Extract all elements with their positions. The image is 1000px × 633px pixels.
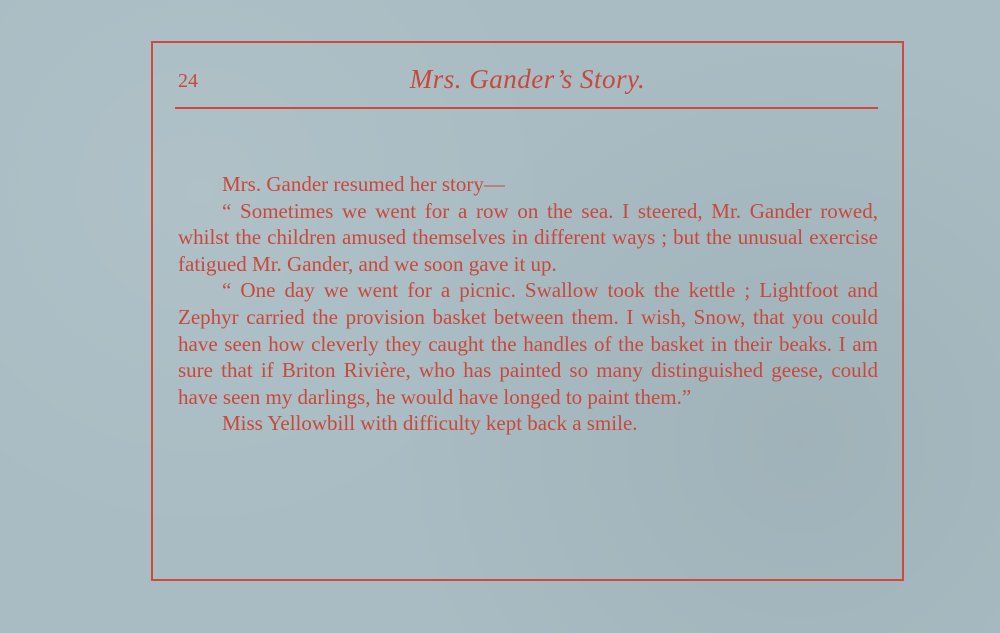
page-number: 24 <box>178 70 198 92</box>
header-rule <box>175 107 878 109</box>
paragraph: Mrs. Gander resumed her story— <box>222 172 505 196</box>
running-title: Mrs. Gander’s Story. <box>409 64 646 94</box>
paragraph: “ One day we went for a picnic. Swallow took the kettle ; Lightfoot and Zephyr carried the provision basket between them. I wish, Snow, that you could have seen how cleverly they caught the handles of the basket in their beaks. I am sure that if Briton Rivière, who has painted so many distinguished geese, could have seen my darlings, he would have longed to paint them.” <box>178 278 878 409</box>
paragraph: Miss Yellowbill with difficulty kept back a smile. <box>222 411 638 436</box>
story-text <box>178 171 878 437</box>
paragraph: “ Sometimes we went for a row on the sea. I steered, Mr. Gander rowed, whilst the children amused themselves in different ways ; but the unusual exercise fatigued Mr. Gander, and we soon gave it up. <box>178 198 878 276</box>
